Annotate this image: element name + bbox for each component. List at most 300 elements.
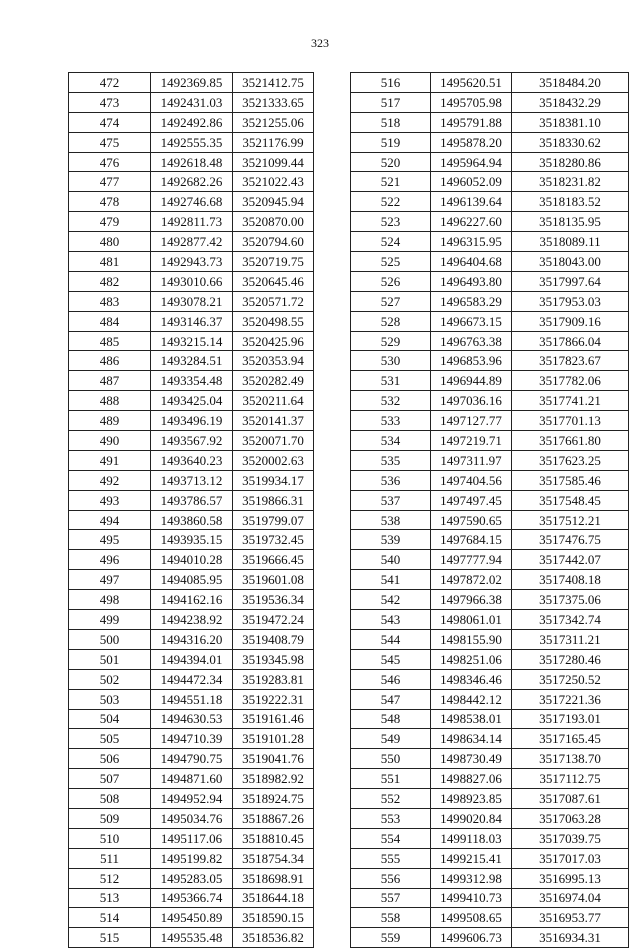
table-row [351, 232, 629, 252]
y-coordinate-cell: 3520571.72 [233, 291, 314, 311]
x-coordinate-cell: 1498061.01 [431, 610, 512, 630]
table-row [351, 828, 629, 848]
y-coordinate-cell: 3518698.91 [233, 868, 314, 888]
table-row [69, 669, 314, 689]
point-number-cell: 559 [351, 928, 431, 948]
page-number: 323 [311, 36, 329, 50]
point-number-cell: 526 [351, 271, 431, 291]
table-row [69, 232, 314, 252]
y-coordinate-cell: 3516974.04 [512, 888, 629, 908]
y-coordinate-cell: 3517280.46 [512, 649, 629, 669]
table-row [351, 610, 629, 630]
y-coordinate-cell: 3519934.17 [233, 470, 314, 490]
point-number-cell: 546 [351, 669, 431, 689]
y-coordinate-cell: 3520870.00 [233, 212, 314, 232]
table-row [351, 590, 629, 610]
x-coordinate-cell: 1493354.48 [151, 371, 233, 391]
point-number-cell: 520 [351, 152, 431, 172]
point-number-cell: 473 [69, 92, 151, 112]
x-coordinate-cell: 1498538.01 [431, 709, 512, 729]
point-number-cell: 525 [351, 252, 431, 272]
x-coordinate-cell: 1496404.68 [431, 252, 512, 272]
x-coordinate-cell: 1494871.60 [151, 769, 233, 789]
x-coordinate-cell: 1494710.39 [151, 729, 233, 749]
y-coordinate-cell: 3517250.52 [512, 669, 629, 689]
x-coordinate-cell: 1498442.12 [431, 689, 512, 709]
y-coordinate-cell: 3520945.94 [233, 192, 314, 212]
point-number-cell: 550 [351, 749, 431, 769]
x-coordinate-cell: 1493713.12 [151, 470, 233, 490]
y-coordinate-cell: 3518484.20 [512, 73, 629, 93]
point-number-cell: 486 [69, 351, 151, 371]
y-coordinate-cell: 3516934.31 [512, 928, 629, 948]
x-coordinate-cell: 1493935.15 [151, 530, 233, 550]
x-coordinate-cell: 1497404.56 [431, 470, 512, 490]
x-coordinate-cell: 1493425.04 [151, 391, 233, 411]
point-number-cell: 488 [69, 391, 151, 411]
x-coordinate-cell: 1495283.05 [151, 868, 233, 888]
table-row [351, 769, 629, 789]
x-coordinate-cell: 1497590.65 [431, 510, 512, 530]
y-coordinate-cell: 3517701.13 [512, 411, 629, 431]
table-row [351, 112, 629, 132]
coordinate-table-right [350, 72, 629, 948]
table-row [69, 212, 314, 232]
y-coordinate-cell: 3519101.28 [233, 729, 314, 749]
table-row [351, 132, 629, 152]
y-coordinate-cell: 3518135.95 [512, 212, 629, 232]
point-number-cell: 511 [69, 848, 151, 868]
point-number-cell: 555 [351, 848, 431, 868]
table-row [351, 530, 629, 550]
y-coordinate-cell: 3517909.16 [512, 311, 629, 331]
y-coordinate-cell: 3519601.08 [233, 570, 314, 590]
x-coordinate-cell: 1493146.37 [151, 311, 233, 331]
point-number-cell: 515 [69, 928, 151, 948]
point-number-cell: 475 [69, 132, 151, 152]
x-coordinate-cell: 1499020.84 [431, 808, 512, 828]
x-coordinate-cell: 1496139.64 [431, 192, 512, 212]
point-number-cell: 502 [69, 669, 151, 689]
y-coordinate-cell: 3517165.45 [512, 729, 629, 749]
y-coordinate-cell: 3519472.24 [233, 610, 314, 630]
x-coordinate-cell: 1494238.92 [151, 610, 233, 630]
y-coordinate-cell: 3519408.79 [233, 629, 314, 649]
point-number-cell: 487 [69, 371, 151, 391]
point-number-cell: 499 [69, 610, 151, 630]
x-coordinate-cell: 1498155.90 [431, 629, 512, 649]
point-number-cell: 477 [69, 172, 151, 192]
point-number-cell: 529 [351, 331, 431, 351]
y-coordinate-cell: 3521412.75 [233, 73, 314, 93]
x-coordinate-cell: 1498346.46 [431, 669, 512, 689]
table-row [69, 411, 314, 431]
y-coordinate-cell: 3519161.46 [233, 709, 314, 729]
y-coordinate-cell: 3518536.82 [233, 928, 314, 948]
x-coordinate-cell: 1496673.15 [431, 311, 512, 331]
y-coordinate-cell: 3518590.15 [233, 908, 314, 928]
table-row [351, 192, 629, 212]
y-coordinate-cell: 3518089.11 [512, 232, 629, 252]
y-coordinate-cell: 3517997.64 [512, 271, 629, 291]
table-row [69, 192, 314, 212]
point-number-cell: 503 [69, 689, 151, 709]
point-number-cell: 548 [351, 709, 431, 729]
point-number-cell: 472 [69, 73, 151, 93]
table-row [351, 669, 629, 689]
point-number-cell: 521 [351, 172, 431, 192]
table-row [351, 868, 629, 888]
table-row [69, 908, 314, 928]
point-number-cell: 519 [351, 132, 431, 152]
point-number-cell: 523 [351, 212, 431, 232]
x-coordinate-cell: 1498634.14 [431, 729, 512, 749]
table-row [351, 411, 629, 431]
point-number-cell: 533 [351, 411, 431, 431]
point-number-cell: 491 [69, 450, 151, 470]
y-coordinate-cell: 3517112.75 [512, 769, 629, 789]
table-row [351, 848, 629, 868]
point-number-cell: 506 [69, 749, 151, 769]
y-coordinate-cell: 3519732.45 [233, 530, 314, 550]
table-row [69, 729, 314, 749]
table-row [69, 629, 314, 649]
x-coordinate-cell: 1499118.03 [431, 828, 512, 848]
y-coordinate-cell: 3518754.34 [233, 848, 314, 868]
y-coordinate-cell: 3517375.06 [512, 590, 629, 610]
x-coordinate-cell: 1497872.02 [431, 570, 512, 590]
x-coordinate-cell: 1497311.97 [431, 450, 512, 470]
point-number-cell: 543 [351, 610, 431, 630]
point-number-cell: 481 [69, 252, 151, 272]
x-coordinate-cell: 1493284.51 [151, 351, 233, 371]
x-coordinate-cell: 1493640.23 [151, 450, 233, 470]
y-coordinate-cell: 3520353.94 [233, 351, 314, 371]
table-row [69, 789, 314, 809]
point-number-cell: 535 [351, 450, 431, 470]
x-coordinate-cell: 1496763.38 [431, 331, 512, 351]
table-row [69, 928, 314, 948]
y-coordinate-cell: 3517138.70 [512, 749, 629, 769]
x-coordinate-cell: 1492369.85 [151, 73, 233, 93]
y-coordinate-cell: 3520002.63 [233, 450, 314, 470]
y-coordinate-cell: 3517342.74 [512, 610, 629, 630]
table-row [351, 789, 629, 809]
point-number-cell: 542 [351, 590, 431, 610]
x-coordinate-cell: 1496227.60 [431, 212, 512, 232]
table-row [351, 749, 629, 769]
point-number-cell: 496 [69, 550, 151, 570]
x-coordinate-cell: 1494162.16 [151, 590, 233, 610]
point-number-cell: 512 [69, 868, 151, 888]
table-row [351, 172, 629, 192]
point-number-cell: 539 [351, 530, 431, 550]
x-coordinate-cell: 1496315.95 [431, 232, 512, 252]
point-number-cell: 483 [69, 291, 151, 311]
y-coordinate-cell: 3518183.52 [512, 192, 629, 212]
x-coordinate-cell: 1499215.41 [431, 848, 512, 868]
y-coordinate-cell: 3521176.99 [233, 132, 314, 152]
x-coordinate-cell: 1496493.80 [431, 271, 512, 291]
x-coordinate-cell: 1495117.06 [151, 828, 233, 848]
point-number-cell: 528 [351, 311, 431, 331]
table-row [351, 73, 629, 93]
table-row [69, 291, 314, 311]
y-coordinate-cell: 3518280.86 [512, 152, 629, 172]
point-number-cell: 476 [69, 152, 151, 172]
x-coordinate-cell: 1499410.73 [431, 888, 512, 908]
x-coordinate-cell: 1493860.58 [151, 510, 233, 530]
y-coordinate-cell: 3519222.31 [233, 689, 314, 709]
x-coordinate-cell: 1498827.06 [431, 769, 512, 789]
point-number-cell: 489 [69, 411, 151, 431]
table-row [69, 431, 314, 451]
table-row [351, 729, 629, 749]
point-number-cell: 516 [351, 73, 431, 93]
table-row [351, 570, 629, 590]
point-number-cell: 504 [69, 709, 151, 729]
point-number-cell: 513 [69, 888, 151, 908]
x-coordinate-cell: 1497127.77 [431, 411, 512, 431]
table-row [69, 351, 314, 371]
y-coordinate-cell: 3517017.03 [512, 848, 629, 868]
x-coordinate-cell: 1492682.26 [151, 172, 233, 192]
y-coordinate-cell: 3517953.03 [512, 291, 629, 311]
x-coordinate-cell: 1494010.28 [151, 550, 233, 570]
table-row [69, 570, 314, 590]
table-row [69, 92, 314, 112]
table-row [351, 92, 629, 112]
y-coordinate-cell: 3518381.10 [512, 112, 629, 132]
table-row [351, 291, 629, 311]
x-coordinate-cell: 1498923.85 [431, 789, 512, 809]
y-coordinate-cell: 3519536.34 [233, 590, 314, 610]
y-coordinate-cell: 3517823.67 [512, 351, 629, 371]
x-coordinate-cell: 1498730.49 [431, 749, 512, 769]
table-row [351, 271, 629, 291]
x-coordinate-cell: 1492492.86 [151, 112, 233, 132]
x-coordinate-cell: 1493496.19 [151, 411, 233, 431]
table-row [69, 391, 314, 411]
x-coordinate-cell: 1497684.15 [431, 530, 512, 550]
y-coordinate-cell: 3516953.77 [512, 908, 629, 928]
point-number-cell: 557 [351, 888, 431, 908]
y-coordinate-cell: 3520498.55 [233, 311, 314, 331]
table-row [69, 450, 314, 470]
point-number-cell: 518 [351, 112, 431, 132]
point-number-cell: 536 [351, 470, 431, 490]
table-row [351, 252, 629, 272]
table-row [69, 749, 314, 769]
point-number-cell: 508 [69, 789, 151, 809]
point-number-cell: 553 [351, 808, 431, 828]
x-coordinate-cell: 1492431.03 [151, 92, 233, 112]
point-number-cell: 500 [69, 629, 151, 649]
table-row [69, 172, 314, 192]
table-row [351, 470, 629, 490]
x-coordinate-cell: 1495878.20 [431, 132, 512, 152]
table-row [351, 331, 629, 351]
x-coordinate-cell: 1495034.76 [151, 808, 233, 828]
table-row [351, 311, 629, 331]
table-row [69, 550, 314, 570]
y-coordinate-cell: 3517741.21 [512, 391, 629, 411]
y-coordinate-cell: 3520425.96 [233, 331, 314, 351]
point-number-cell: 549 [351, 729, 431, 749]
point-number-cell: 547 [351, 689, 431, 709]
y-coordinate-cell: 3518867.26 [233, 808, 314, 828]
x-coordinate-cell: 1499606.73 [431, 928, 512, 948]
x-coordinate-cell: 1495705.98 [431, 92, 512, 112]
point-number-cell: 507 [69, 769, 151, 789]
table-row [69, 311, 314, 331]
table-row [351, 510, 629, 530]
table-row [351, 431, 629, 451]
point-number-cell: 474 [69, 112, 151, 132]
x-coordinate-cell: 1493078.21 [151, 291, 233, 311]
point-number-cell: 540 [351, 550, 431, 570]
y-coordinate-cell: 3517476.75 [512, 530, 629, 550]
y-coordinate-cell: 3517193.01 [512, 709, 629, 729]
y-coordinate-cell: 3517623.25 [512, 450, 629, 470]
y-coordinate-cell: 3518810.45 [233, 828, 314, 848]
x-coordinate-cell: 1492877.42 [151, 232, 233, 252]
point-number-cell: 480 [69, 232, 151, 252]
y-coordinate-cell: 3517442.07 [512, 550, 629, 570]
y-coordinate-cell: 3518644.18 [233, 888, 314, 908]
table-row [69, 252, 314, 272]
table-row [69, 112, 314, 132]
table-row [69, 371, 314, 391]
table-row [69, 152, 314, 172]
table-row [69, 868, 314, 888]
table-row [351, 908, 629, 928]
x-coordinate-cell: 1496583.29 [431, 291, 512, 311]
x-coordinate-cell: 1494316.20 [151, 629, 233, 649]
x-coordinate-cell: 1496944.89 [431, 371, 512, 391]
x-coordinate-cell: 1492811.73 [151, 212, 233, 232]
y-coordinate-cell: 3520282.49 [233, 371, 314, 391]
y-coordinate-cell: 3519345.98 [233, 649, 314, 669]
point-number-cell: 534 [351, 431, 431, 451]
y-coordinate-cell: 3519799.07 [233, 510, 314, 530]
point-number-cell: 532 [351, 391, 431, 411]
y-coordinate-cell: 3519666.45 [233, 550, 314, 570]
y-coordinate-cell: 3518924.75 [233, 789, 314, 809]
table-row [69, 709, 314, 729]
point-number-cell: 537 [351, 490, 431, 510]
x-coordinate-cell: 1497219.71 [431, 431, 512, 451]
y-coordinate-cell: 3520645.46 [233, 271, 314, 291]
coordinate-table-left [68, 72, 314, 948]
y-coordinate-cell: 3518043.00 [512, 252, 629, 272]
point-number-cell: 556 [351, 868, 431, 888]
x-coordinate-cell: 1499508.65 [431, 908, 512, 928]
table-row [351, 351, 629, 371]
y-coordinate-cell: 3520141.37 [233, 411, 314, 431]
x-coordinate-cell: 1495535.48 [151, 928, 233, 948]
y-coordinate-cell: 3518982.92 [233, 769, 314, 789]
point-number-cell: 501 [69, 649, 151, 669]
point-number-cell: 484 [69, 311, 151, 331]
table-row [69, 888, 314, 908]
x-coordinate-cell: 1495450.89 [151, 908, 233, 928]
table-row [351, 391, 629, 411]
table-row [351, 152, 629, 172]
x-coordinate-cell: 1492555.35 [151, 132, 233, 152]
table-row [69, 271, 314, 291]
point-number-cell: 479 [69, 212, 151, 232]
x-coordinate-cell: 1494551.18 [151, 689, 233, 709]
point-number-cell: 510 [69, 828, 151, 848]
y-coordinate-cell: 3517063.28 [512, 808, 629, 828]
point-number-cell: 545 [351, 649, 431, 669]
y-coordinate-cell: 3517548.45 [512, 490, 629, 510]
x-coordinate-cell: 1495199.82 [151, 848, 233, 868]
x-coordinate-cell: 1492746.68 [151, 192, 233, 212]
x-coordinate-cell: 1496052.09 [431, 172, 512, 192]
x-coordinate-cell: 1496853.96 [431, 351, 512, 371]
table-row [69, 848, 314, 868]
point-number-cell: 538 [351, 510, 431, 530]
y-coordinate-cell: 3518432.29 [512, 92, 629, 112]
point-number-cell: 490 [69, 431, 151, 451]
table-row [69, 769, 314, 789]
table-row [69, 828, 314, 848]
point-number-cell: 544 [351, 629, 431, 649]
x-coordinate-cell: 1494952.94 [151, 789, 233, 809]
table-row [351, 550, 629, 570]
table-row [69, 649, 314, 669]
table-row [351, 709, 629, 729]
x-coordinate-cell: 1498251.06 [431, 649, 512, 669]
x-coordinate-cell: 1493786.57 [151, 490, 233, 510]
point-number-cell: 497 [69, 570, 151, 590]
table-row [69, 490, 314, 510]
table-row [69, 331, 314, 351]
x-coordinate-cell: 1497777.94 [431, 550, 512, 570]
table-row [351, 689, 629, 709]
table-row [69, 132, 314, 152]
y-coordinate-cell: 3517585.46 [512, 470, 629, 490]
table-row [351, 888, 629, 908]
point-number-cell: 478 [69, 192, 151, 212]
y-coordinate-cell: 3518330.62 [512, 132, 629, 152]
x-coordinate-cell: 1494085.95 [151, 570, 233, 590]
point-number-cell: 527 [351, 291, 431, 311]
y-coordinate-cell: 3521255.06 [233, 112, 314, 132]
table-row [351, 371, 629, 391]
point-number-cell: 541 [351, 570, 431, 590]
x-coordinate-cell: 1497966.38 [431, 590, 512, 610]
table-row [69, 590, 314, 610]
x-coordinate-cell: 1493010.66 [151, 271, 233, 291]
point-number-cell: 551 [351, 769, 431, 789]
x-coordinate-cell: 1499312.98 [431, 868, 512, 888]
table-row [351, 649, 629, 669]
table-row [351, 450, 629, 470]
x-coordinate-cell: 1493567.92 [151, 431, 233, 451]
table-row [351, 212, 629, 232]
table-row [351, 490, 629, 510]
table-row [69, 530, 314, 550]
table-row [351, 808, 629, 828]
y-coordinate-cell: 3517512.21 [512, 510, 629, 530]
point-number-cell: 531 [351, 371, 431, 391]
table-row [69, 73, 314, 93]
point-number-cell: 522 [351, 192, 431, 212]
point-number-cell: 493 [69, 490, 151, 510]
